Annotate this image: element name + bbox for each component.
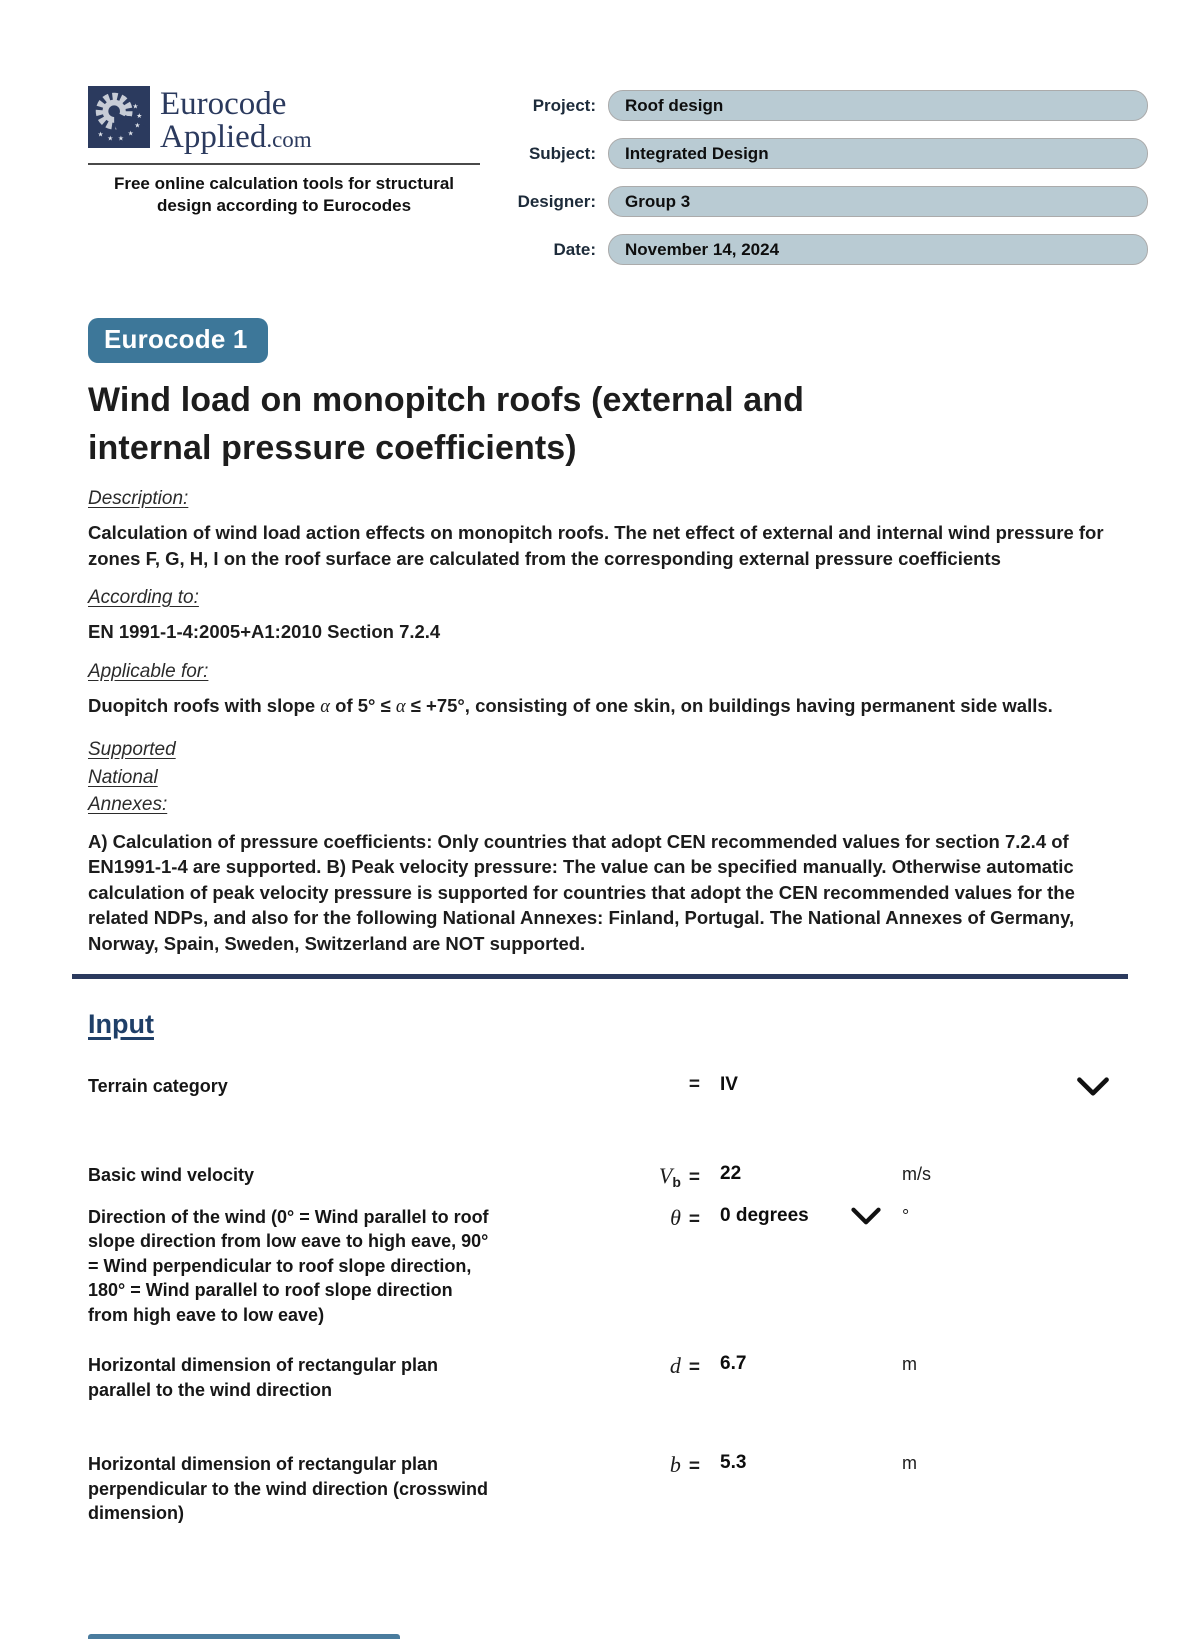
- input-section-heading: Input: [88, 1009, 154, 1040]
- form-row-project: [508, 90, 1148, 121]
- terrain-category-label: Terrain category: [88, 1076, 228, 1097]
- date-label: Date:: [553, 239, 596, 259]
- tagline-line2: design according to Eurocodes: [156, 196, 412, 216]
- chevron-down-icon[interactable]: [851, 1207, 881, 1225]
- applicable-label: Applicable for:: [88, 660, 209, 682]
- project-input[interactable]: [608, 90, 1148, 121]
- annexes-text: A) Calculation of pressure coefficients: Only countries that adopt CEN recommended values for section 7.2.4 of EN1991-1-4 are supported. B) Peak velocity pressure: The value can be specified manually. Otherwise automatic calculation of peak velocity pressure is supported for countries that adopt the CEN recommended values for the related NDPs, and also for the following National Annexes: Finland, Portugal. The National Annexes of Germany, Norway, Spain, Sweden, Switzerland are NOT supported.: [88, 830, 1075, 954]
- logo-wordmark: [160, 86, 312, 154]
- subject-input[interactable]: [608, 138, 1148, 169]
- b-symbol: b =: [669, 1452, 700, 1478]
- tagline-line1: Free online calculation tools for structural: [113, 174, 455, 193]
- wind-direction-unit: °: [902, 1205, 910, 1226]
- subject-label: Subject:: [528, 143, 596, 163]
- eurocode-gear-logo-icon: [88, 86, 150, 148]
- svg-text:★: ★: [107, 134, 114, 143]
- eurocode-badge: Eurocode 1: [88, 318, 268, 363]
- svg-text:★: ★: [117, 134, 124, 143]
- dimension-b-input[interactable]: 5.3: [720, 1452, 747, 1474]
- date-input[interactable]: [608, 234, 1148, 265]
- project-info-form: [508, 86, 1148, 282]
- input-rows: [88, 1074, 1128, 1525]
- main-content: [88, 318, 1128, 1526]
- terrain-unit: [902, 1074, 1014, 1075]
- theta-symbol: θ =: [670, 1204, 700, 1230]
- basic-wind-velocity-input[interactable]: 22: [720, 1162, 742, 1184]
- logo-tld: .com: [266, 127, 312, 152]
- vb-symbol: $V_b$ =: [658, 1162, 700, 1190]
- page-title: [88, 377, 1128, 472]
- section-divider: [72, 974, 1128, 979]
- brand-tagline: [88, 173, 480, 217]
- designer-label: Designer:: [517, 191, 596, 211]
- input-row-basic-wind-velocity: [88, 1163, 1128, 1189]
- applicable-text: Duopitch roofs with slope α of 5° ≤ α ≤ +75°, consisting of one skin, on buildings having permanent side walls.: [88, 694, 1053, 717]
- svg-text:★: ★: [127, 129, 134, 138]
- title-line1: Wind load on monopitch roofs (external and: [88, 381, 805, 419]
- brand-block: [88, 86, 480, 282]
- terrain-category-select[interactable]: IV: [720, 1074, 738, 1096]
- designer-input[interactable]: [608, 186, 1148, 217]
- description-text: Calculation of wind load action effects on monopitch roofs. The net effect of external and internal wind pressure for zones F, G, H, I on the roof surface are calculated from the corresponding external pressure coefficients: [88, 522, 1104, 569]
- input-row-wind-direction: [88, 1205, 1128, 1327]
- form-row-designer: [508, 186, 1148, 217]
- brand-divider: [88, 163, 480, 165]
- input-row-dimension-d: [88, 1353, 1128, 1402]
- dimension-d-input[interactable]: 6.7: [720, 1353, 747, 1375]
- alpha-symbol: α: [320, 696, 330, 717]
- dimension-d-unit: m: [902, 1354, 917, 1375]
- project-label: Project:: [532, 95, 596, 115]
- logo-link[interactable]: [88, 86, 480, 154]
- wind-direction-select[interactable]: 0 degrees: [700, 1205, 902, 1227]
- input-row-terrain-category: [88, 1074, 1128, 1098]
- page: [0, 86, 1200, 1639]
- next-section-cutoff-bar: [88, 1634, 400, 1639]
- alpha-symbol: α: [395, 696, 406, 717]
- logo-line2: Applied: [160, 119, 267, 155]
- logo-line1: Eurocode: [160, 86, 287, 122]
- dimension-d-label: Horizontal dimension of rectangular plan parallel to the wind direction: [88, 1355, 439, 1400]
- according-label: According to:: [88, 587, 199, 609]
- terrain-equals: =: [688, 1074, 700, 1096]
- form-row-subject: [508, 138, 1148, 169]
- basic-wind-velocity-label: Basic wind velocity: [88, 1164, 255, 1185]
- svg-text:★: ★: [136, 111, 143, 120]
- input-row-dimension-b: [88, 1452, 1128, 1525]
- form-row-date: [508, 234, 1148, 265]
- according-text: EN 1991-1-4:2005+A1:2010 Section 7.2.4: [88, 621, 441, 643]
- svg-text:★: ★: [97, 130, 104, 139]
- svg-text:★: ★: [134, 121, 141, 130]
- basic-wind-velocity-unit: m/s: [902, 1163, 931, 1184]
- dimension-b-unit: m: [902, 1453, 917, 1474]
- svg-text:★: ★: [132, 102, 139, 111]
- d-symbol: d =: [669, 1353, 700, 1379]
- wind-direction-label: Direction of the wind (0° = Wind parallel to roof slope direction from low eave to high eave, 90° = Wind perpendicular to roof slope direction, 180° = Wind parallel to roof slope direction from high eave to low eave): [88, 1206, 489, 1325]
- dimension-b-label: Horizontal dimension of rectangular plan perpendicular to the wind direction (crosswind dimension): [88, 1454, 489, 1524]
- chevron-down-icon[interactable]: [1076, 1074, 1110, 1096]
- title-line2: internal pressure coefficients): [88, 428, 577, 467]
- annexes-label: Supported National Annexes:: [88, 739, 176, 816]
- description-label: Description:: [88, 488, 189, 510]
- page-header: [88, 86, 1128, 282]
